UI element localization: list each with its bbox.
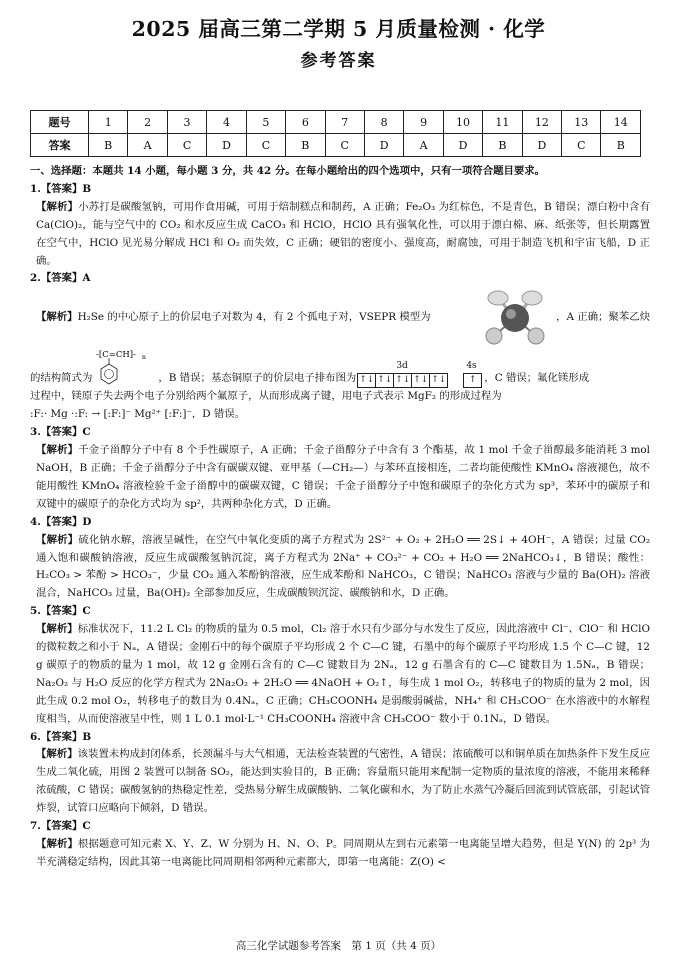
answer-label: 【答案】 — [40, 605, 83, 618]
answer-label: 【答案】 — [40, 182, 83, 195]
question-number: 4. — [30, 515, 41, 528]
question-2-analysis-line-2 — [30, 348, 650, 388]
orbital-box: ↑↓ — [375, 373, 394, 388]
analysis-text: ，B 错误；基态铜原子的价层电子排布图为 — [158, 372, 357, 385]
question-number-cell: 3 — [167, 111, 206, 134]
answer-cell: C — [167, 134, 206, 157]
analysis-label: 【解析】 — [36, 748, 78, 761]
page-footer: 高三化学试题参考答案 第 1 页（共 4 页） — [235, 940, 442, 952]
analysis-text: ，C 错误；氟化镁形成 — [484, 372, 590, 385]
answer-cell: B — [286, 134, 325, 157]
answer-table-answer-row — [31, 134, 641, 157]
answer-table-row-label: 题号 — [31, 111, 89, 134]
question-number: 2. — [30, 272, 41, 285]
question-number: 7. — [30, 820, 41, 833]
orbital-box: ↑↓ — [393, 373, 412, 388]
question-number-cell: 1 — [89, 111, 128, 134]
question-number-cell: 7 — [325, 111, 364, 134]
question-number-cell: 10 — [443, 111, 482, 134]
polymer-subscript: n — [142, 354, 147, 362]
analysis-text: 的结构简式为 — [30, 372, 93, 385]
question-number: 3. — [30, 426, 41, 439]
analysis-text: 根据题意可知元素 X、Y、Z、W 分别为 H、N、O、P。同周期从左到右元素第一电离能呈增大趋势，但是 Y(N) 的 2p³ 为半充满稳定结构，因此其第一电离能比同周期相邻两种元素都大，即第一电离能：Z(O) < — [36, 838, 651, 868]
orbital-box: ↑↓ — [411, 373, 430, 388]
question-6-analysis — [30, 746, 650, 818]
answer-value: C — [82, 426, 91, 439]
answer-cell: D — [443, 134, 482, 157]
answer-label: 【答案】 — [40, 272, 83, 285]
analysis-label: 【解析】 — [36, 838, 78, 850]
analysis-label: 【解析】 — [36, 200, 79, 213]
question-number: 5. — [30, 605, 41, 618]
question-2-analysis-line-4 — [30, 406, 650, 424]
content — [30, 163, 650, 872]
section-heading: 一、选择题：本题共 14 小题，每小题 3 分，共 42 分。在每小题给出的四个选项中，只有一项符合题目要求。 — [30, 165, 546, 177]
analysis-text: 千金子甾醇分子中有 8 个手性碳原子，A 正确；千金子甾醇分子中含有 3 个酯基，故 1 mol 千金子甾醇最多能消耗 3 mol NaOH，B 正确；千金子甾醇分子中含有碳碳双键、亚甲基（—CH₂—）与苯环直接相连，二者均能使酸性 KMnO₄ 溶液褪色，故不能用酸性 KMnO₄ 溶液检验千金子甾醇中的碳碳双键，C 错误；千金子甾醇分子中饱和碳原子的杂化方式为 sp³，苯环中的碳原子和双键中的碳原子的杂化方式均为 sp²，共两种杂化方式，D 正确。 — [36, 444, 650, 510]
question-1-analysis — [30, 199, 650, 271]
polyphenylacetylene-structure — [92, 348, 158, 388]
question-1-answer — [30, 181, 650, 199]
analysis-text: 标准状况下，11.2 L Cl₂ 的物质的量为 0.5 mol，Cl₂ 溶于水只有少部分与水发生了反应，因此溶液中 Cl⁻、ClO⁻ 和 HClO 的微粒数之和小于 Nₐ，A 错误；金刚石中的每个碳原子平均形成 2 个 C—C 键，石墨中的每个碳原子平均形成 1.5 个 C—C 键，12 g 碳原子的物质的量为 1 mol，故 12 g 金刚石含有的 C—C 键数目为 2Nₐ，12 g 石墨含有的 C—C 键数目为 1.5Nₐ，B 错误；Na₂O₂ 与 H₂O 反应的化学方程式为 2Na₂O₂ + 2H₂O ══ 4NaOH + O₂↑，每生成 1 mol O₂，转移电子的物质的量为 2 mol，因此生成 0.2 mol O₂，转移电子的数目为 0.4Nₐ，C 正确；CH₃COONH₄ 是弱酸弱碱盐，NH₄⁺ 和 CH₃COO⁻ 在水溶液中的水解程度相当，从而使溶液呈中性，则 1 L 0.1 mol·L⁻¹ CH₃COONH₄ 溶液中含 CH₃COO⁻ 数小于 0.1Nₐ，D 错误。 — [36, 623, 651, 725]
answer-label: 【答案】 — [40, 515, 83, 528]
question-3-analysis — [30, 442, 650, 514]
question-number: 1. — [30, 182, 41, 195]
question-number-cell: 8 — [364, 111, 403, 134]
orbital-box: ↑↓ — [357, 373, 376, 388]
answer-cell: C — [562, 134, 601, 157]
question-number: 6. — [30, 730, 41, 743]
answer-label: 【答案】 — [40, 730, 83, 743]
answer-cell: A — [404, 134, 443, 157]
orbital-box: ↑ — [463, 373, 482, 388]
question-number-cell: 14 — [601, 111, 641, 134]
polymer-repeat-unit: -[C=CH]- — [96, 350, 137, 361]
question-3-answer — [30, 424, 650, 442]
question-number-cell: 11 — [483, 111, 522, 134]
question-number-cell: 5 — [246, 111, 285, 134]
analysis-text: 过程中，镁原子失去两个电子分别给两个氟原子，从而形成离子键，用电子式表示 MgF₂ 的形成过程为 — [30, 390, 502, 403]
answer-label: 【答案】 — [40, 820, 83, 833]
question-number-cell: 4 — [207, 111, 246, 134]
question-4-analysis — [30, 532, 650, 604]
answer-value: A — [82, 272, 91, 285]
orbital-4s-label: 4s — [466, 361, 477, 372]
answer-cell: D — [364, 134, 403, 157]
answer-value: C — [82, 605, 91, 618]
question-2-analysis-line-3 — [30, 388, 650, 406]
answer-table — [30, 110, 641, 157]
analysis-label: 【解析】 — [36, 623, 78, 636]
question-number-cell: 6 — [286, 111, 325, 134]
question-5-analysis — [30, 621, 650, 728]
question-5-answer — [30, 603, 650, 621]
analysis-text: H₂Se 的中心原子上的价层电子对数为 4，有 2 个孤电子对，VSEPR 模型为 — [77, 311, 431, 324]
mgf2-formation-equation: :F:· Mg ·:F: → [:F:]⁻ Mg²⁺ [:F:]⁻ — [30, 408, 192, 421]
analysis-text: ，D 错误。 — [191, 408, 246, 421]
question-4-answer — [30, 514, 650, 532]
answer-value: C — [82, 820, 91, 833]
question-7-analysis — [30, 836, 650, 872]
answer-cell: B — [89, 134, 128, 157]
orbital-box: ↑↓ — [429, 373, 448, 388]
answer-cell: C — [246, 134, 285, 157]
answer-table-number-row — [31, 111, 641, 134]
answer-value: B — [82, 730, 92, 743]
analysis-label: 【解析】 — [36, 311, 78, 324]
analysis-label: 【解析】 — [36, 533, 79, 546]
analysis-text: ，A 正确；聚苯乙炔 — [556, 311, 650, 324]
answer-cell: D — [207, 134, 246, 157]
question-number-cell: 9 — [404, 111, 443, 134]
page-subtitle: 参考答案 — [300, 51, 377, 71]
question-6-answer — [30, 729, 650, 747]
answer-value: D — [82, 515, 92, 528]
analysis-label: 【解析】 — [36, 444, 79, 457]
answer-cell: D — [522, 134, 561, 157]
question-7-answer — [30, 818, 650, 836]
answer-cell: A — [128, 134, 167, 157]
answer-table-row-label: 答案 — [31, 134, 89, 157]
analysis-text: 该装置未构成封闭体系，长颈漏斗与大气相通，无法检查装置的气密性，A 错误；浓硫酸可以和铜单质在加热条件下发生反应生成二氧化硫，用图 2 装置可以制备 SO₂，能达到实验目的，B 正确；容量瓶只能用来配制一定物质的量浓度的溶液，不能用来稀释浓硫酸，C 错误；碳酸氢钠的热稳定性差，受热易分解生成碳酸钠、二氧化碳和水，为了防止水蒸气冷凝后回流到试管底部，引起试管炸裂，试管口应略向下倾斜，D 错误。 — [36, 748, 650, 815]
orbital-3d-label: 3d — [396, 361, 408, 372]
orbital-diagram-3d — [358, 361, 448, 388]
analysis-text: 小苏打是碳酸氢钠，可用作食用碱，可用于焙制糕点和制药，A 正确；Fe₂O₃ 为红棕色，不是青色，B 错误；漂白粉中含有 Ca(ClO)₂，能与空气中的 CO₂ 和水反应生成 CaCO₃ 和 HClO，HClO 具有强氧化性，可以用于漂白棉、麻、纸张等，但长期露置在空气中，HClO 见光易分解成 HCl 和 O₂ 而失效，C 正确；硬铝的密度小、强度高，耐腐蚀，可用于制造飞机和宇宙飞船，D 正确。 — [36, 200, 650, 267]
vsepr-model-image — [474, 288, 556, 348]
analysis-text: 硫化钠水解，溶液呈碱性，在空气中氧化变质的离子方程式为 2S²⁻ + O₂ + 2H₂O ══ 2S↓ + 4OH⁻，A 错误；过量 CO₂ 通入饱和碳酸钠溶液，反应生成碳酸氢钠沉淀，离子方程式为 2Na⁺ + CO₃²⁻ + CO₂ + H₂O ══ 2NaHCO₃↓，B 错误；酸性：H₂CO₃ > 苯酚 > HCO₃⁻，少量 CO₂ 通入苯酚钠溶液，应生成苯酚和 NaHCO₃，C 错误；NaHCO₃ 溶液与少量的 Ba(OH)₂ 溶液混合，NaHCO₃ 过量，Ba(OH)₂ 全部参加反应，生成碳酸钡沉淀、碳酸钠和水，D 正确。 — [36, 533, 650, 600]
answer-cell: B — [483, 134, 522, 157]
question-number-cell: 13 — [562, 111, 601, 134]
page-title: 2025 届高三第二学期 5 月质量检测 · 化学 — [131, 17, 546, 41]
question-2-answer — [30, 270, 650, 288]
answer-value: B — [82, 182, 92, 195]
answer-cell: B — [601, 134, 641, 157]
orbital-diagram-4s — [464, 361, 482, 388]
answer-cell: C — [325, 134, 364, 157]
answer-label: 【答案】 — [40, 426, 83, 439]
question-number-cell: 12 — [522, 111, 561, 134]
question-2-analysis-line-1 — [30, 288, 650, 348]
question-number-cell: 2 — [128, 111, 167, 134]
